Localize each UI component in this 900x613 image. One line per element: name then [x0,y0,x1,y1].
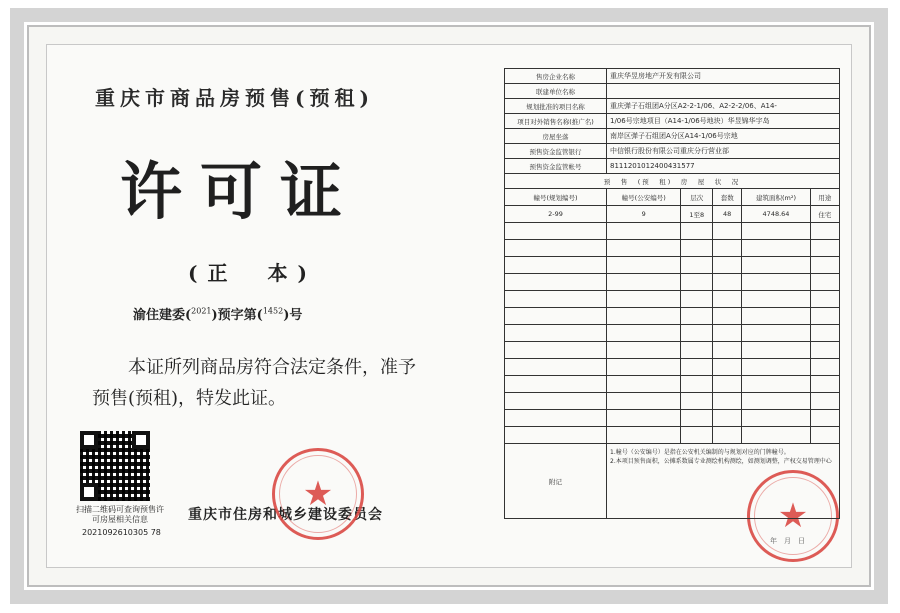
table-cell [713,274,742,291]
table-row-empty [505,376,840,393]
table-cell: 2-99 [505,206,607,223]
table-cell [810,257,839,274]
info-row [505,69,840,84]
info-label: 项目对外销售名称(推广名) [505,114,607,129]
table-cell [681,427,713,444]
table-cell [742,427,810,444]
table-row [505,206,840,223]
table-cell [607,240,681,257]
table-row-empty [505,274,840,291]
table-cell [810,223,839,240]
table-cell [810,274,839,291]
table-cell [810,359,839,376]
table-cell [742,274,810,291]
table-cell [742,410,810,427]
table-cell [742,308,810,325]
table-cell [681,359,713,376]
permit-prefix: 渝住建委( [133,308,192,323]
info-label: 房屋坐落 [505,129,607,144]
issue-date: 年 月 日 [770,537,805,545]
table-cell [810,376,839,393]
table-cell [681,308,713,325]
info-label: 售房企业名称 [505,69,607,84]
info-row [505,114,840,129]
info-value: 1/06号宗地项目（A14-1/06号地块）华昱锦华宇岛 [607,114,840,129]
table-cell [810,291,839,308]
table-cell [713,308,742,325]
info-row [505,129,840,144]
permit-number-line [133,304,302,323]
certificate-statement: 本证所列商品房符合法定条件，准予预售(预租)，特发此证。 [92,357,416,409]
note-label: 附记 [505,444,607,519]
table-cell [607,308,681,325]
permit-number: 1452 [262,306,284,316]
info-label: 预售资金监管帐号 [505,159,607,174]
official-seal-left: ★ [272,448,364,540]
notes [607,444,840,519]
table-row-empty [505,410,840,427]
table-cell [713,223,742,240]
table-cell [810,308,839,325]
table-cell [742,223,810,240]
official-seal-right: ★ [747,470,839,562]
table-cell [607,342,681,359]
table-cell [810,342,839,359]
table-row-empty [505,291,840,308]
note-2: 2.本项目预售面积，公摊系数属专业测绘机构测绘，如测划调整，产权交易管理中心 [610,458,832,465]
table-cell: 4748.64 [742,206,810,223]
qr-note: 扫描二维码可查询预售许可房屋相关信息 [76,505,164,524]
table-cell [742,359,810,376]
table-cell [713,257,742,274]
table-cell [713,325,742,342]
table-cell [505,257,607,274]
table-cell [681,223,713,240]
info-row [505,159,840,174]
table-cell [681,257,713,274]
certificate-title-line1: 重庆市商品房预售(预租) [95,86,374,110]
table-cell [681,376,713,393]
table-cell [713,427,742,444]
table-cell [742,240,810,257]
table-row-empty [505,240,840,257]
table-row-empty [505,325,840,342]
table-row-empty [505,223,840,240]
certificate-subtitle: (正 本) [188,261,317,285]
table-cell [607,274,681,291]
table-cell [505,308,607,325]
table-cell [607,376,681,393]
table-cell [810,410,839,427]
info-row [505,99,840,114]
table-cell [810,325,839,342]
table-cell [681,410,713,427]
note-1: 1.幢号（公安编号）是指在公安机关编制的与规划对应的门牌幢号。 [610,449,790,456]
table-cell [607,325,681,342]
table-cell [713,410,742,427]
table-cell [713,376,742,393]
info-row [505,84,840,99]
table-cell [713,359,742,376]
table-row-empty [505,359,840,376]
table-cell [713,291,742,308]
table-row-empty [505,308,840,325]
table-cell: 9 [607,206,681,223]
table-row-empty [505,342,840,359]
table-row-empty [505,257,840,274]
table-cell [505,223,607,240]
info-value: 南岸区弹子石组团A分区A14-1/06号宗地 [607,129,840,144]
table-cell [713,342,742,359]
table-cell [742,342,810,359]
table-cell [607,359,681,376]
table-cell [742,393,810,410]
table-cell [505,325,607,342]
info-value [607,84,840,99]
table-cell [713,393,742,410]
table-cell [713,240,742,257]
table-cell [505,240,607,257]
info-label: 预售资金监管银行 [505,144,607,159]
column-header: 建筑面积(m²) [742,189,810,206]
issuer-name: 重庆市住房和城乡建设委员会 [188,507,383,523]
qr-code-icon[interactable] [80,431,150,501]
table-cell [505,393,607,410]
column-header: 套数 [713,189,742,206]
presale-info-table [504,68,840,519]
table-cell: 48 [713,206,742,223]
table-cell [505,410,607,427]
column-header: 幢号(公安编号) [607,189,681,206]
table-row-empty [505,393,840,410]
table-cell [742,257,810,274]
table-cell: 1至8 [681,206,713,223]
table-cell [505,291,607,308]
info-label: 规划批准的项目名称 [505,99,607,114]
table-cell [810,393,839,410]
info-value: 重庆弹子石组团A分区A2-2-1/06、A2-2-2/06、A14- [607,99,840,114]
table-cell [607,257,681,274]
table-cell [607,410,681,427]
info-value: 8111201012400431577 [607,159,840,174]
table-cell [607,223,681,240]
presale-header: 预 售 (预 租) 房 屋 状 况 [505,174,840,189]
certificate-title-main: 许可证 [120,155,361,228]
table-cell [505,342,607,359]
table-cell: 住宅 [810,206,839,223]
table-cell [681,325,713,342]
qr-serial: 2021092610305 78 [82,528,161,537]
table-cell [810,240,839,257]
table-row-empty [505,427,840,444]
table-cell [681,393,713,410]
info-value: 中信银行股份有限公司重庆分行营业部 [607,144,840,159]
permit-suffix: )号 [283,308,303,323]
table-cell [505,274,607,291]
table-cell [681,342,713,359]
table-cell [607,427,681,444]
table-cell [681,240,713,257]
table-cell [607,393,681,410]
info-label: 联建单位名称 [505,84,607,99]
table-cell [742,291,810,308]
table-cell [505,427,607,444]
info-value: 重庆华昱房地产开发有限公司 [607,69,840,84]
info-row [505,144,840,159]
column-header: 幢号(规划编号) [505,189,607,206]
column-header: 用途 [810,189,839,206]
permit-year: 2021 [191,306,212,316]
table-cell [810,427,839,444]
permit-middle: )预字第( [211,308,263,323]
table-cell [742,376,810,393]
table-cell [742,325,810,342]
table-cell [681,274,713,291]
table-cell [505,376,607,393]
table-cell [681,291,713,308]
column-header: 层次 [681,189,713,206]
table-cell [607,291,681,308]
table-cell [505,359,607,376]
